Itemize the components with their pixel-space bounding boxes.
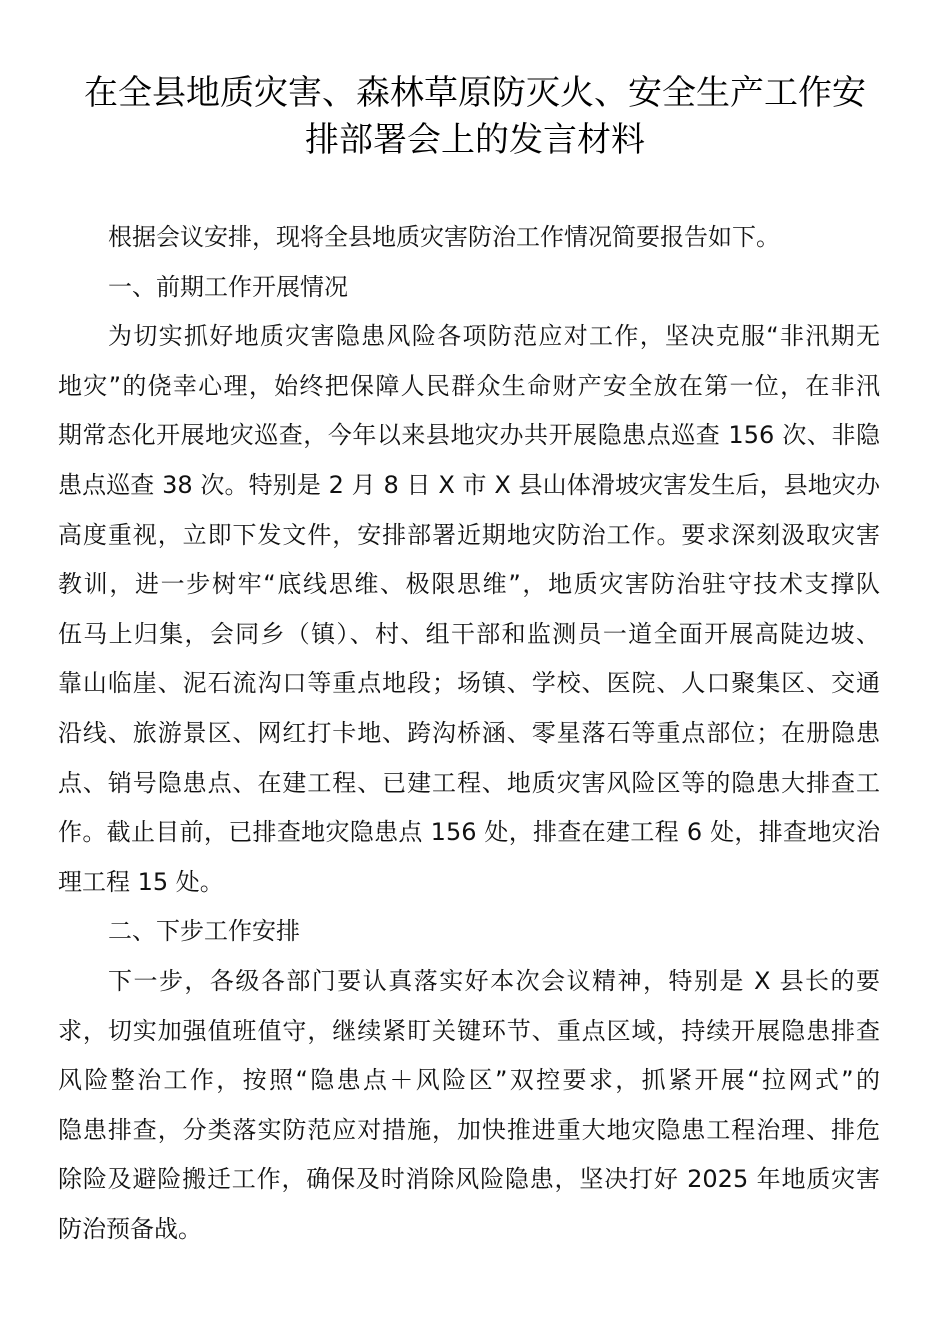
document-title [40,70,910,164]
text-line: 患点巡查 38 次。特别是 2 月 8 日 X 市 X 县山体滑坡灾害发生后，县地灾办 [58,470,880,499]
text-line: 期常态化开展地灾巡查，今年以来县地灾办共开展隐患点巡查 156 次、非隐 [58,421,880,450]
title-line: 在全县地质灾害、森林草原防灭火、安全生产工作安 [84,73,866,113]
text-line: 高度重视，立即下发文件，安排部署近期地灾防治工作。要求深刻汲取灾害 [58,520,880,549]
text-line: 风险整治工作，按照“隐患点＋风险区”双控要求，抓紧开展“拉网式”的 [58,1066,880,1095]
section-2-paragraph [58,957,880,1255]
title-line: 排部署会上的发言材料 [305,120,645,160]
text-line: 下一步，各级各部门要认真落实好本次会议精神，特别是 X 县长的要 [108,966,880,995]
text-line: 靠山临崖、泥石流沟口等重点地段；场镇、学校、医院、人口聚集区、交通 [58,669,880,698]
text-line: 点、销号隐患点、在建工程、已建工程、地质灾害风险区等的隐患大排查工 [58,768,880,797]
text-line: 教训，进一步树牢“底线思维、极限思维”，地质灾害防治驻守技术支撑队 [58,570,880,599]
text-line: 伍马上归集，会同乡（镇）、村、组干部和监测员一道全面开展高陡边坡、 [58,619,880,648]
text-line: 作。截止目前，已排查地灾隐患点 156 处，排查在建工程 6 处，排查地灾治 [58,818,880,847]
section-heading-1 [58,263,880,313]
document-body [58,213,880,1254]
text-line: 隐患排查，分类落实防范应对措施，加快推进重大地灾隐患工程治理、排危 [58,1115,880,1144]
text-line: 理工程 15 处。 [58,867,224,896]
text-line: 沿线、旅游景区、网红打卡地、跨沟桥涵、零星落石等重点部位；在册隐患 [58,718,880,747]
text-line: 地灾”的侥幸心理，始终把保障人民群众生命财产安全放在第一位，在非汛 [58,371,880,400]
section-1-paragraph [58,312,880,907]
text-line: 根据会议安排，现将全县地质灾害防治工作情况简要报告如下。 [108,223,780,251]
text-line: 一、前期工作开展情况 [108,272,348,301]
text-line: 二、下步工作安排 [108,917,300,946]
intro-paragraph [58,213,880,263]
section-heading-2 [58,907,880,957]
text-line: 求，切实加强值班值守，继续紧盯关键环节、重点区域，持续开展隐患排查 [58,1016,880,1045]
text-line: 防治预备战。 [58,1214,202,1243]
text-line: 为切实抓好地质灾害隐患风险各项防范应对工作，坚决克服“非汛期无 [108,322,880,351]
text-line: 除险及避险搬迁工作，确保及时消除风险隐患，坚决打好 2025 年地质灾害 [58,1165,880,1194]
